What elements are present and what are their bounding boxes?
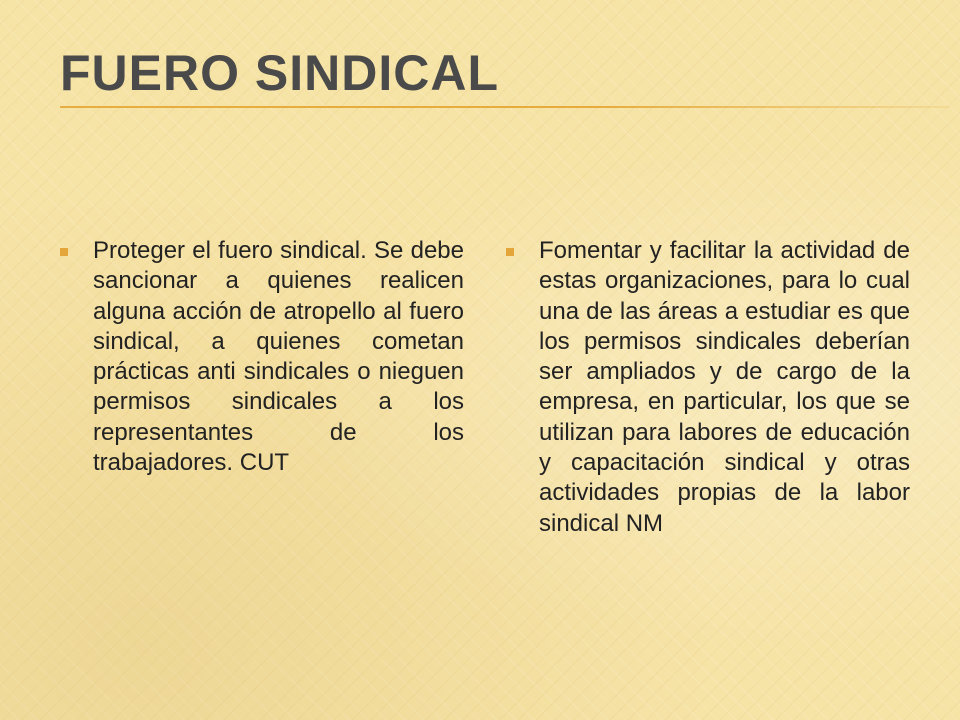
right-bullet-item xyxy=(506,236,910,539)
left-bullet-item xyxy=(60,236,464,478)
slide-title: FUERO SINDICAL xyxy=(60,45,499,101)
square-bullet-icon xyxy=(506,248,514,256)
right-bullet-text: Fomentar y facilitar la actividad de estas organizaciones, para lo cual una de las áreas a estudiar es que los permisos sindicales deberían ser ampliados y de cargo de la empresa, en particular, los que se utilizan para labores de educación y capacitación sindical y otras actividades propias de la labor sindical NM xyxy=(539,237,910,537)
left-bullet-text: Proteger el fuero sindical. Se debe sancionar a quienes realicen alguna acción de atropello al fuero sindical, a quienes cometan prácticas anti sindicales o nieguen permisos sindicales a los representantes de los trabajadores. CUT xyxy=(93,237,464,477)
square-bullet-icon xyxy=(60,248,68,256)
title-underline xyxy=(60,106,950,108)
